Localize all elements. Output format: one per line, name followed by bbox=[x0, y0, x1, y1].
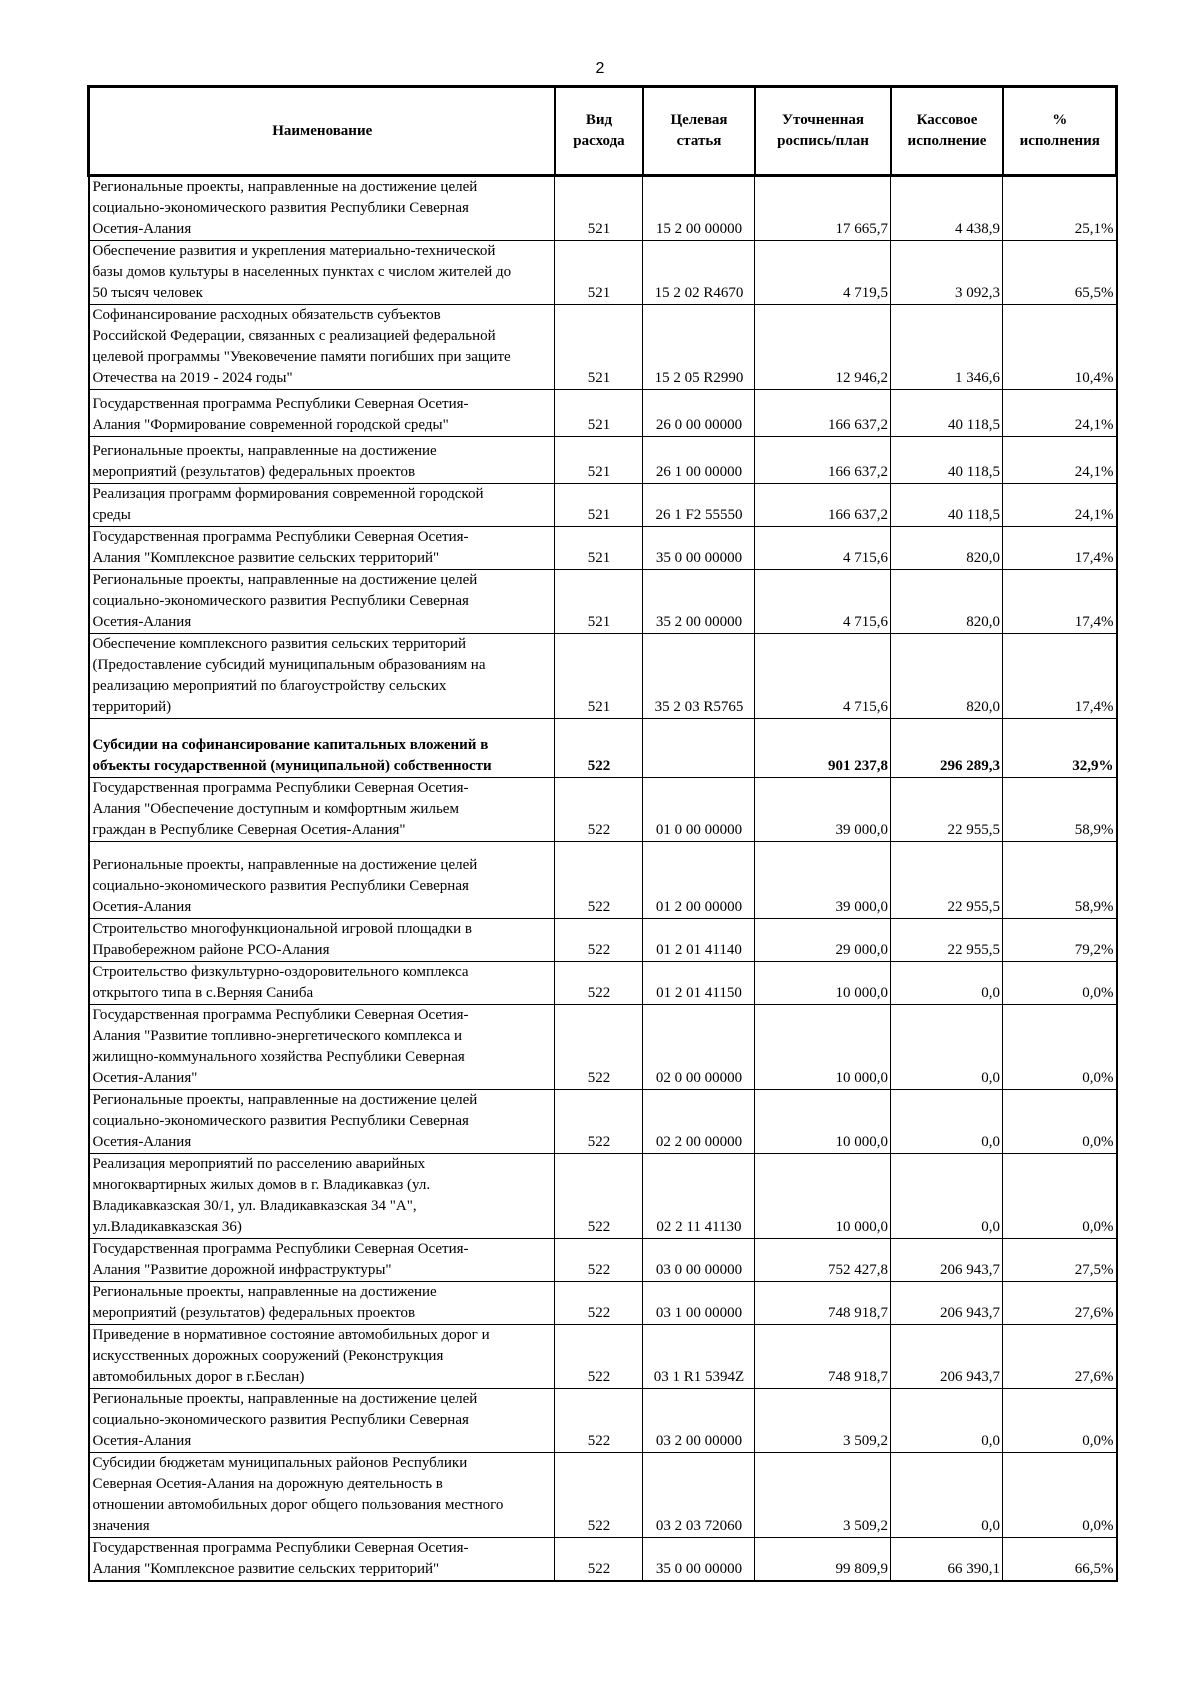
row-name: Приведение в нормативное состояние автомобильных дорог и искусственных дорожных сооружений (Реконструкция автомобильных дорог в г.Беслан) bbox=[89, 1325, 555, 1389]
row-vid: 521 bbox=[555, 176, 643, 241]
header-code: Целевая статья bbox=[643, 87, 755, 176]
row-exec: 0,0 bbox=[891, 1154, 1003, 1239]
row-vid: 522 bbox=[555, 1453, 643, 1538]
row-name: Государственная программа Республики Северная Осетия- Алания "Развитие дорожной инфраструктуры" bbox=[89, 1239, 555, 1282]
table-row bbox=[89, 719, 1117, 778]
page-number: 2 bbox=[595, 60, 605, 77]
row-plan: 4 715,6 bbox=[755, 527, 891, 570]
row-plan: 748 918,7 bbox=[755, 1325, 891, 1389]
row-vid: 522 bbox=[555, 1538, 643, 1582]
header-vid: Вид расхода bbox=[555, 87, 643, 176]
row-name: Субсидии бюджетам муниципальных районов Республики Северная Осетия-Алания на дорожную деятельность в отношении автомобильных дорог общего пользования местного значения bbox=[89, 1453, 555, 1538]
row-vid: 522 bbox=[555, 1389, 643, 1453]
row-code: 01 2 01 41140 bbox=[643, 919, 755, 962]
row-name: Региональные проекты, направленные на достижение целей социально-экономического развития Республики Северная Осетия-Алания bbox=[89, 842, 555, 919]
table-row bbox=[89, 1090, 1117, 1154]
row-pct: 0,0% bbox=[1003, 1453, 1117, 1538]
row-name: Строительство физкультурно-оздоровительного комплекса открытого типа в с.Верняя Саниба bbox=[89, 962, 555, 1005]
row-name: Субсидии на софинансирование капитальных вложений в объекты государственной (муниципальной) собственности bbox=[89, 719, 555, 778]
row-exec: 820,0 bbox=[891, 570, 1003, 634]
row-exec: 0,0 bbox=[891, 1005, 1003, 1090]
row-vid: 521 bbox=[555, 305, 643, 390]
row-plan: 4 719,5 bbox=[755, 241, 891, 305]
row-exec: 0,0 bbox=[891, 1090, 1003, 1154]
table-row bbox=[89, 634, 1117, 719]
row-vid: 522 bbox=[555, 919, 643, 962]
table-header-row bbox=[89, 87, 1117, 176]
row-plan: 10 000,0 bbox=[755, 962, 891, 1005]
row-exec: 0,0 bbox=[891, 962, 1003, 1005]
row-vid: 521 bbox=[555, 570, 643, 634]
row-exec: 296 289,3 bbox=[891, 719, 1003, 778]
row-vid: 522 bbox=[555, 1154, 643, 1239]
row-plan: 39 000,0 bbox=[755, 778, 891, 842]
header-plan: Уточненная роспись/план bbox=[755, 87, 891, 176]
table-row bbox=[89, 778, 1117, 842]
row-name: Региональные проекты, направленные на достижение целей социально-экономического развития Республики Северная Осетия-Алания bbox=[89, 1389, 555, 1453]
row-plan: 29 000,0 bbox=[755, 919, 891, 962]
row-code bbox=[643, 719, 755, 778]
row-code: 03 1 R1 5394Z bbox=[643, 1325, 755, 1389]
row-code: 01 2 01 41150 bbox=[643, 962, 755, 1005]
row-code: 26 1 F2 55550 bbox=[643, 484, 755, 527]
row-pct: 27,6% bbox=[1003, 1325, 1117, 1389]
row-pct: 17,4% bbox=[1003, 634, 1117, 719]
row-vid: 521 bbox=[555, 527, 643, 570]
row-name: Региональные проекты, направленные на достижение целей социально-экономического развития Республики Северная Осетия-Алания bbox=[89, 1090, 555, 1154]
header-pct: % исполнения bbox=[1003, 87, 1117, 176]
table-row bbox=[89, 1325, 1117, 1389]
row-exec: 820,0 bbox=[891, 634, 1003, 719]
row-exec: 0,0 bbox=[891, 1453, 1003, 1538]
row-plan: 3 509,2 bbox=[755, 1389, 891, 1453]
row-name: Государственная программа Республики Северная Осетия- Алания "Развитие топливно-энергетического комплекса и жилищно-коммунального хозяйства Республики Северная Осетия-Алания" bbox=[89, 1005, 555, 1090]
table-row bbox=[89, 1154, 1117, 1239]
row-name: Софинансирование расходных обязательств субъектов Российской Федерации, связанных с реализацией федеральной целевой программы "Увековечение памяти погибших при защите Отечества на 2019 - 2024 годы" bbox=[89, 305, 555, 390]
table-row bbox=[89, 437, 1117, 484]
row-vid: 522 bbox=[555, 1282, 643, 1325]
row-exec: 206 943,7 bbox=[891, 1325, 1003, 1389]
row-pct: 25,1% bbox=[1003, 176, 1117, 241]
row-pct: 65,5% bbox=[1003, 241, 1117, 305]
row-code: 02 2 00 00000 bbox=[643, 1090, 755, 1154]
row-plan: 166 637,2 bbox=[755, 437, 891, 484]
row-pct: 24,1% bbox=[1003, 437, 1117, 484]
row-pct: 0,0% bbox=[1003, 1389, 1117, 1453]
row-exec: 0,0 bbox=[891, 1389, 1003, 1453]
row-name: Строительство многофункциональной игровой площадки в Правобережном районе РСО-Алания bbox=[89, 919, 555, 962]
row-pct: 27,5% bbox=[1003, 1239, 1117, 1282]
row-code: 15 2 05 R2990 bbox=[643, 305, 755, 390]
row-vid: 522 bbox=[555, 962, 643, 1005]
row-plan: 10 000,0 bbox=[755, 1005, 891, 1090]
row-exec: 40 118,5 bbox=[891, 437, 1003, 484]
table-row bbox=[89, 241, 1117, 305]
row-name: Обеспечение развития и укрепления материально-технической базы домов культуры в населенных пунктах с числом жителей до 50 тысяч человек bbox=[89, 241, 555, 305]
row-vid: 521 bbox=[555, 484, 643, 527]
row-pct: 24,1% bbox=[1003, 484, 1117, 527]
row-pct: 17,4% bbox=[1003, 527, 1117, 570]
row-plan: 4 715,6 bbox=[755, 570, 891, 634]
table-row bbox=[89, 919, 1117, 962]
row-name: Региональные проекты, направленные на достижение мероприятий (результатов) федеральных проектов bbox=[89, 1282, 555, 1325]
row-code: 26 0 00 00000 bbox=[643, 390, 755, 437]
row-plan: 17 665,7 bbox=[755, 176, 891, 241]
row-pct: 0,0% bbox=[1003, 1090, 1117, 1154]
row-code: 02 0 00 00000 bbox=[643, 1005, 755, 1090]
row-exec: 22 955,5 bbox=[891, 778, 1003, 842]
row-pct: 0,0% bbox=[1003, 1005, 1117, 1090]
header-exec: Кассовое исполнение bbox=[891, 87, 1003, 176]
row-vid: 522 bbox=[555, 1090, 643, 1154]
row-pct: 24,1% bbox=[1003, 390, 1117, 437]
table-row bbox=[89, 1389, 1117, 1453]
row-exec: 22 955,5 bbox=[891, 842, 1003, 919]
budget-table bbox=[87, 85, 1118, 1582]
row-pct: 0,0% bbox=[1003, 1154, 1117, 1239]
row-code: 02 2 11 41130 bbox=[643, 1154, 755, 1239]
row-name: Реализация программ формирования современной городской среды bbox=[89, 484, 555, 527]
row-plan: 748 918,7 bbox=[755, 1282, 891, 1325]
table-row bbox=[89, 176, 1117, 241]
row-name: Государственная программа Республики Северная Осетия- Алания "Комплексное развитие сельских территорий" bbox=[89, 1538, 555, 1582]
row-exec: 66 390,1 bbox=[891, 1538, 1003, 1582]
row-name: Региональные проекты, направленные на достижение мероприятий (результатов) федеральных проектов bbox=[89, 437, 555, 484]
row-code: 01 0 00 00000 bbox=[643, 778, 755, 842]
row-vid: 522 bbox=[555, 1325, 643, 1389]
row-plan: 166 637,2 bbox=[755, 390, 891, 437]
row-vid: 522 bbox=[555, 778, 643, 842]
row-plan: 12 946,2 bbox=[755, 305, 891, 390]
header-name: Наименование bbox=[89, 87, 555, 176]
row-code: 03 2 00 00000 bbox=[643, 1389, 755, 1453]
row-vid: 522 bbox=[555, 1005, 643, 1090]
row-code: 01 2 00 00000 bbox=[643, 842, 755, 919]
row-exec: 40 118,5 bbox=[891, 390, 1003, 437]
row-vid: 521 bbox=[555, 390, 643, 437]
row-pct: 10,4% bbox=[1003, 305, 1117, 390]
row-code: 35 2 03 R5765 bbox=[643, 634, 755, 719]
row-pct: 32,9% bbox=[1003, 719, 1117, 778]
row-pct: 58,9% bbox=[1003, 842, 1117, 919]
row-pct: 0,0% bbox=[1003, 962, 1117, 1005]
row-name: Государственная программа Республики Северная Осетия- Алания "Обеспечение доступным и комфортным жильем граждан в Республике Северная Осетия-Алания" bbox=[89, 778, 555, 842]
row-pct: 17,4% bbox=[1003, 570, 1117, 634]
row-exec: 1 346,6 bbox=[891, 305, 1003, 390]
row-exec: 820,0 bbox=[891, 527, 1003, 570]
row-plan: 752 427,8 bbox=[755, 1239, 891, 1282]
row-exec: 22 955,5 bbox=[891, 919, 1003, 962]
row-code: 03 1 00 00000 bbox=[643, 1282, 755, 1325]
table-row bbox=[89, 1239, 1117, 1282]
row-name: Региональные проекты, направленные на достижение целей социально-экономического развития Республики Северная Осетия-Алания bbox=[89, 570, 555, 634]
row-exec: 206 943,7 bbox=[891, 1282, 1003, 1325]
row-pct: 58,9% bbox=[1003, 778, 1117, 842]
row-vid: 521 bbox=[555, 241, 643, 305]
row-name: Реализация мероприятий по расселению аварийных многоквартирных жилых домов в г. Владикавказ (ул. Владикавказская 30/1, ул. Владикавказская 34 "А", ул.Владикавказская 36) bbox=[89, 1154, 555, 1239]
row-plan: 4 715,6 bbox=[755, 634, 891, 719]
row-plan: 39 000,0 bbox=[755, 842, 891, 919]
row-plan: 166 637,2 bbox=[755, 484, 891, 527]
row-pct: 27,6% bbox=[1003, 1282, 1117, 1325]
row-vid: 521 bbox=[555, 437, 643, 484]
table-row bbox=[89, 1453, 1117, 1538]
table-row bbox=[89, 484, 1117, 527]
table-row bbox=[89, 390, 1117, 437]
row-exec: 40 118,5 bbox=[891, 484, 1003, 527]
row-pct: 66,5% bbox=[1003, 1538, 1117, 1582]
row-plan: 3 509,2 bbox=[755, 1453, 891, 1538]
row-code: 35 2 00 00000 bbox=[643, 570, 755, 634]
table-row bbox=[89, 527, 1117, 570]
row-name: Государственная программа Республики Северная Осетия- Алания "Комплексное развитие сельских территорий" bbox=[89, 527, 555, 570]
row-code: 35 0 00 00000 bbox=[643, 527, 755, 570]
table-row bbox=[89, 1538, 1117, 1582]
row-code: 35 0 00 00000 bbox=[643, 1538, 755, 1582]
table-row bbox=[89, 1282, 1117, 1325]
row-plan: 10 000,0 bbox=[755, 1090, 891, 1154]
row-code: 03 2 03 72060 bbox=[643, 1453, 755, 1538]
row-code: 26 1 00 00000 bbox=[643, 437, 755, 484]
row-plan: 99 809,9 bbox=[755, 1538, 891, 1582]
row-exec: 3 092,3 bbox=[891, 241, 1003, 305]
row-name: Обеспечение комплексного развития сельских территорий (Предоставление субсидий муниципальным образованиям на реализацию мероприятий по благоустройству сельских территорий) bbox=[89, 634, 555, 719]
row-vid: 522 bbox=[555, 1239, 643, 1282]
row-plan: 10 000,0 bbox=[755, 1154, 891, 1239]
row-vid: 522 bbox=[555, 842, 643, 919]
table-row bbox=[89, 570, 1117, 634]
table-row bbox=[89, 1005, 1117, 1090]
row-code: 03 0 00 00000 bbox=[643, 1239, 755, 1282]
row-code: 15 2 02 R4670 bbox=[643, 241, 755, 305]
row-code: 15 2 00 00000 bbox=[643, 176, 755, 241]
table-row bbox=[89, 842, 1117, 919]
row-plan: 901 237,8 bbox=[755, 719, 891, 778]
table-row bbox=[89, 305, 1117, 390]
row-exec: 4 438,9 bbox=[891, 176, 1003, 241]
row-vid: 522 bbox=[555, 719, 643, 778]
row-name: Региональные проекты, направленные на достижение целей социально-экономического развития Республики Северная Осетия-Алания bbox=[89, 176, 555, 241]
table-row bbox=[89, 962, 1117, 1005]
row-pct: 79,2% bbox=[1003, 919, 1117, 962]
row-exec: 206 943,7 bbox=[891, 1239, 1003, 1282]
row-name: Государственная программа Республики Северная Осетия- Алания "Формирование современной городской среды" bbox=[89, 390, 555, 437]
row-vid: 521 bbox=[555, 634, 643, 719]
